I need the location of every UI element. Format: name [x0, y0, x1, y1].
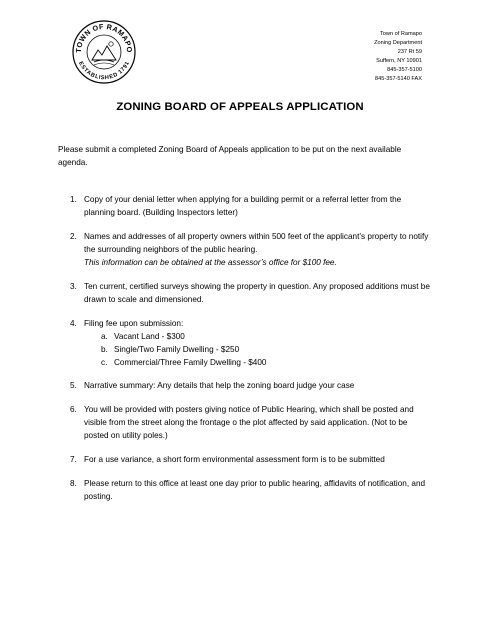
intro-paragraph: Please submit a completed Zoning Board of Appeals application to be put on the next available agenda.	[58, 145, 402, 167]
list-item	[70, 453, 430, 466]
address-line: Suffern, NY 10901	[376, 57, 422, 64]
item-number: 2.	[70, 232, 77, 241]
town-seal-logo	[72, 20, 136, 84]
item-text: Names and addresses of all property owners within 500 feet of the applicant’s property to notify the surrounding neighbors of the public hearing.	[84, 232, 429, 254]
item-text: You will be provided with posters giving notice of Public Hearing, which shall be posted and visible from the street along the frontage o the plot affected by said application. (Not to be posted on utility poles.)	[84, 405, 414, 440]
item-number: 6.	[70, 405, 77, 414]
list-item	[70, 379, 430, 392]
item-number: 1.	[70, 195, 77, 204]
sub-item	[101, 343, 430, 356]
department-address	[374, 30, 422, 83]
address-line: Zoning Department	[374, 39, 422, 46]
address-line: Town of Ramapo	[380, 31, 422, 37]
item-text: Narrative summary: Any details that help the zoning board judge your case	[84, 381, 355, 390]
address-line: 845-357-5140 FAX	[375, 75, 422, 82]
sub-item	[101, 330, 430, 343]
list-item	[70, 193, 430, 219]
list-item	[70, 403, 430, 442]
address-line: 845-357-5100	[387, 66, 422, 73]
list-item	[70, 280, 430, 306]
list-item	[70, 477, 430, 503]
page-title: ZONING BOARD OF APPEALS APPLICATION	[116, 101, 364, 113]
sub-item-text: Commercial/Three Family Dwelling - $400	[114, 358, 267, 367]
sub-item	[101, 356, 430, 369]
address-line: 237 Rt 59	[397, 48, 422, 55]
item-text: Copy of your denial letter when applying for a building permit or a referral letter from the planning board. (Building Inspectors letter)	[84, 195, 402, 217]
sub-item-letter: b.	[101, 345, 108, 354]
item-text: Please return to this office at least one day prior to public hearing, affidavits of notification, and posting.	[84, 479, 426, 501]
item-text: Ten current, certified surveys showing the property in question. Any proposed additions must be drawn to scale and dimensioned.	[84, 282, 430, 304]
sub-item-text: Vacant Land - $300	[114, 332, 185, 341]
item-number: 4.	[70, 319, 77, 328]
item-number: 5.	[70, 381, 77, 390]
item-number: 7.	[70, 455, 77, 464]
item-number: 3.	[70, 282, 77, 291]
sub-item-letter: c.	[101, 358, 108, 367]
svg-text:ESTABLISHED 1791: ESTABLISHED 1791	[77, 60, 131, 82]
item-note: This information can be obtained at the assessor’s office for $100 fee.	[84, 258, 337, 267]
sub-item-letter: a.	[101, 332, 108, 341]
sub-item-text: Single/Two Family Dwelling - $250	[114, 345, 240, 354]
list-item	[70, 317, 430, 369]
svg-text:TOWN OF RAMAPO: TOWN OF RAMAPO	[73, 21, 135, 54]
item-text: For a use variance, a short form environmental assessment form is to be submitted	[84, 455, 385, 464]
item-number: 8.	[70, 479, 77, 488]
item-text: Filing fee upon submission:	[84, 319, 184, 328]
list-item	[70, 230, 430, 269]
